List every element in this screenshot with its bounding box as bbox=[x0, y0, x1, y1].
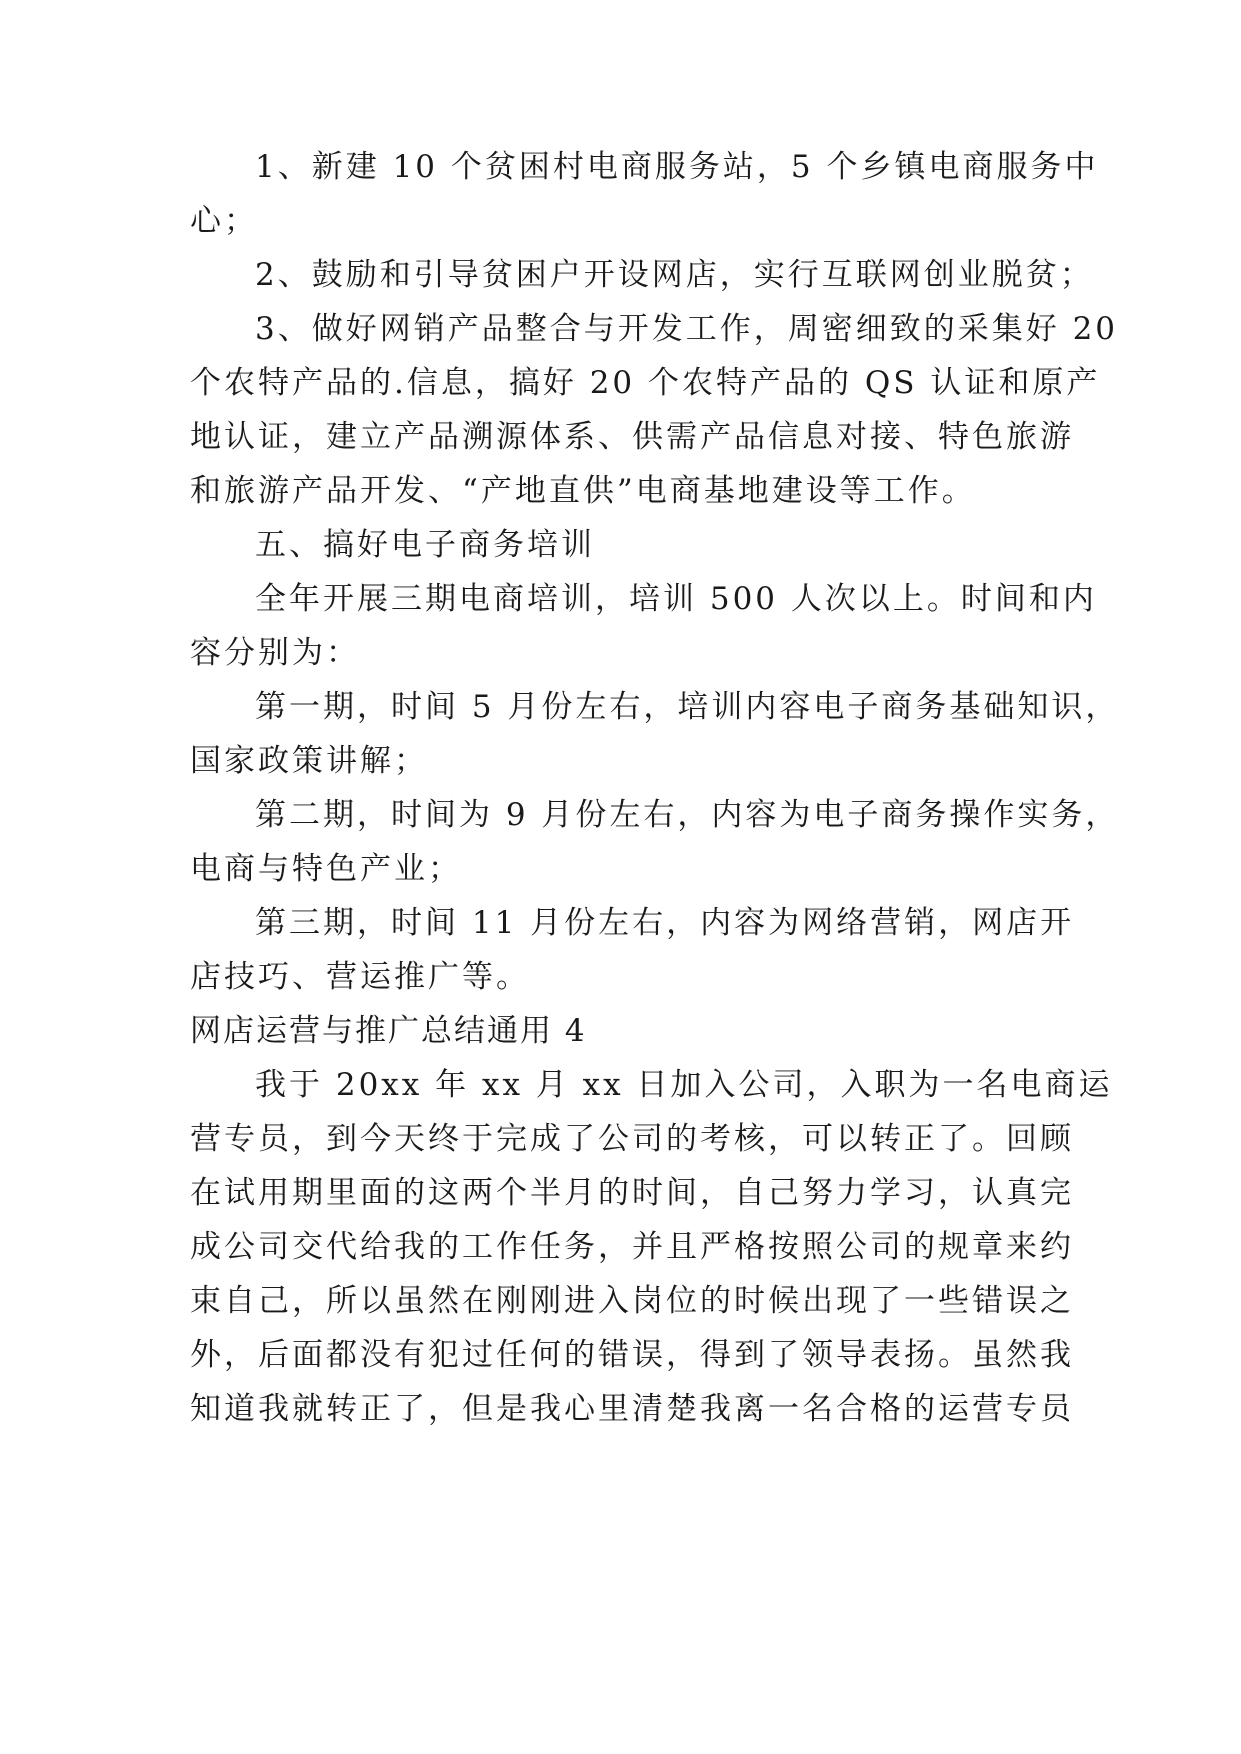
paragraph-line: 第三期，时间 11 月份左右，内容为网络营销，网店开 bbox=[255, 905, 1075, 941]
paragraph-line: 电商与特色产业； bbox=[190, 851, 462, 887]
article-title: 网店运营与推广总结通用 4 bbox=[190, 1013, 587, 1049]
paragraph-line: 第二期，时间为 9 月份左右，内容为电子商务操作实务， bbox=[255, 797, 1120, 833]
paragraph-line: 容分别为： bbox=[190, 635, 360, 671]
paragraph-line: 全年开展三期电商培训，培训 500 人次以上。时间和内 bbox=[255, 581, 1097, 617]
paragraph-line: 知道我就转正了，但是我心里清楚我离一名合格的运营专员 bbox=[190, 1391, 1074, 1427]
paragraph-line: 在试用期里面的这两个半月的时间，自己努力学习，认真完 bbox=[190, 1175, 1074, 1211]
paragraph-line: 国家政策讲解； bbox=[190, 743, 428, 779]
paragraph-line: 地认证，建立产品溯源体系、供需产品信息对接、特色旅游 bbox=[190, 419, 1074, 455]
paragraph-line: 3、做好网销产品整合与开发工作，周密细致的采集好 20 bbox=[255, 311, 1119, 347]
paragraph-line: 营专员，到今天终于完成了公司的考核，可以转正了。回顾 bbox=[190, 1121, 1074, 1157]
paragraph-line: 和旅游产品开发、“产地直供”电商基地建设等工作。 bbox=[190, 473, 976, 509]
paragraph-line: 1、新建 10 个贫困村电商服务站，5 个乡镇电商服务中 bbox=[255, 149, 1099, 185]
paragraph-line: 心； bbox=[190, 203, 258, 239]
paragraph-line: 店技巧、营运推广等。 bbox=[190, 959, 530, 995]
paragraph-line: 外，后面都没有犯过任何的错误，得到了领导表扬。虽然我 bbox=[190, 1337, 1074, 1373]
paragraph-line: 我于 20xx 年 xx 月 xx 日加入公司，入职为一名电商运 bbox=[255, 1067, 1113, 1103]
paragraph-line: 束自己，所以虽然在刚刚进入岗位的时候出现了一些错误之 bbox=[190, 1283, 1074, 1319]
paragraph-line: 2、鼓励和引导贫困户开设网店，实行互联网创业脱贫； bbox=[255, 257, 1094, 293]
section-heading: 五、搞好电子商务培训 bbox=[255, 527, 595, 563]
paragraph-line: 第一期，时间 5 月份左右，培训内容电子商务基础知识， bbox=[255, 689, 1120, 725]
paragraph-line: 个农特产品的.信息，搞好 20 个农特产品的 QS 认证和原产 bbox=[190, 365, 1101, 401]
paragraph-line: 成公司交代给我的工作任务，并且严格按照公司的规章来约 bbox=[190, 1229, 1074, 1265]
